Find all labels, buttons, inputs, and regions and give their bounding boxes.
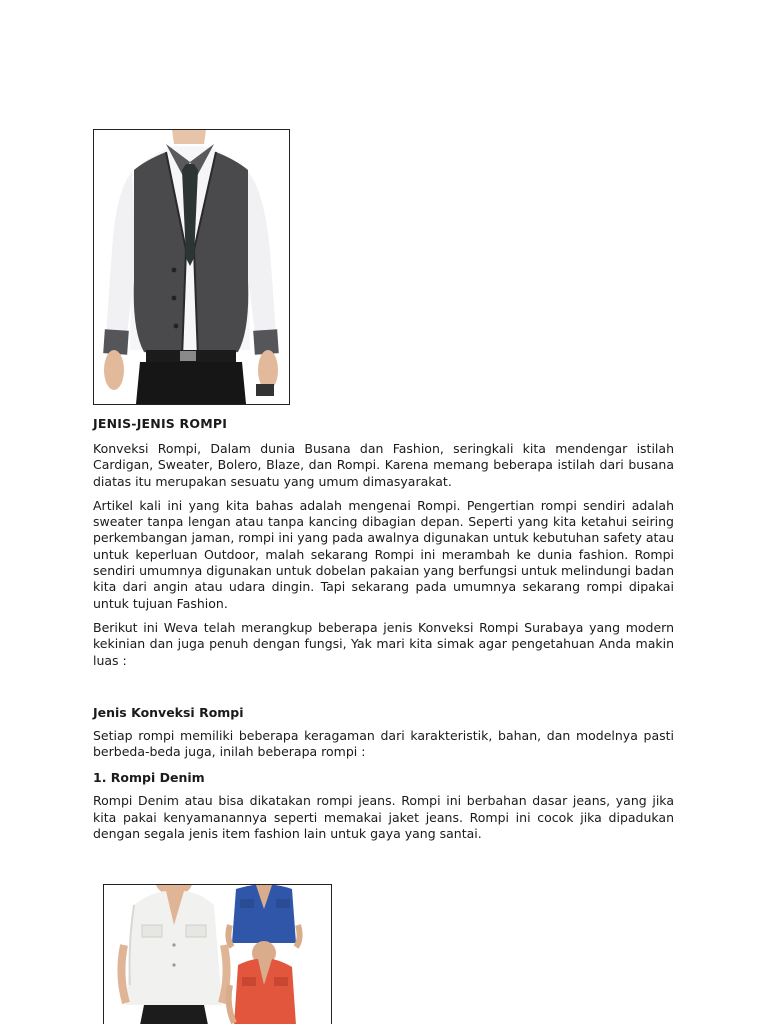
denim-vests-illustration (104, 885, 331, 1024)
denim-vests-photo (103, 884, 332, 1024)
paragraph-intro: Konveksi Rompi, Dalam dunia Busana dan Fashion, seringkali kita mendengar istilah Cardigan, Sweater, Bolero, Blaze, dan Rompi. Karena memang beberapa istilah dari busana diatas itu merupakan sesuatu yang umum dimasyarakat. (93, 441, 674, 489)
section-heading: Jenis Konveksi Rompi (93, 704, 244, 720)
item-heading-denim: 1. Rompi Denim (93, 770, 205, 786)
paragraph-definition: Artikel kali ini yang kita bahas adalah mengenai Rompi. Pengertian rompi sendiri adalah sweater tanpa lengan atau tanpa kancing dibagian depan. Seperti yang kita ketahui seiring perkembangan jaman, rompi ini yang pada awalnya digunakan untuk kebutuhan safety atau untuk keperluan Outdoor, malah sekarang Rompi ini merambah ke dunia fashion. Rompi sendiri umumnya digunakan untuk dobelan pakaian yang berfungsi untuk melindungi badan kita dari angin atau udara dingin. Tapi sekarang pada umumnya sekarang rompi dipakai untuk tujuan Fashion. (93, 497, 674, 611)
document-title: JENIS-JENIS ROMPI (93, 416, 228, 431)
gray-vest-illustration (94, 130, 289, 404)
gray-vest-photo (93, 129, 290, 405)
document-page (93, 129, 674, 850)
section-intro: Setiap rompi memiliki beberapa keragaman dari karakteristik, bahan, dan modelnya pasti berbeda-beda juga, inilah beberapa rompi : (93, 727, 674, 760)
paragraph-summary: Berikut ini Weva telah merangkup beberapa jenis Konveksi Rompi Surabaya yang modern kekinian dan juga penuh dengan fungsi, Yak mari kita simak agar pengetahuan Anda makin luas : (93, 619, 674, 668)
item-text-denim: Rompi Denim atau bisa dikatakan rompi jeans. Rompi ini berbahan dasar jeans, yang jika kita pakai kenyamanannya seperti memakai jaket jeans. Rompi ini cocok jika dipadukan dengan segala jenis item fashion lain untuk gaya yang santai. (93, 793, 674, 842)
